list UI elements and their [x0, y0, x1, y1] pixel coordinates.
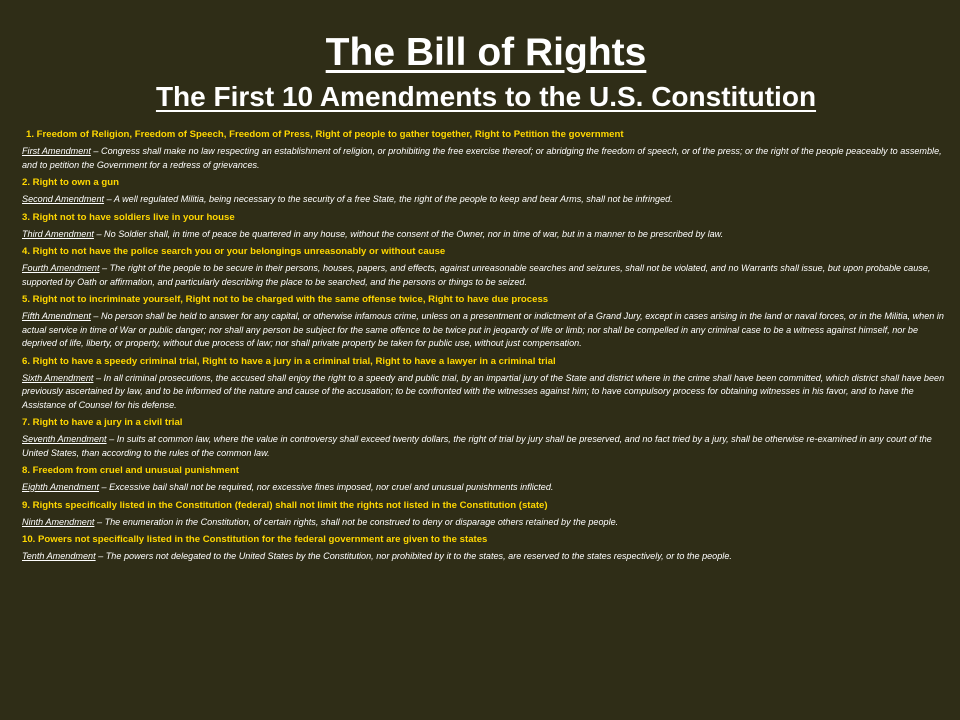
amendment-name: Fifth Amendment [22, 311, 91, 321]
amendment-item [22, 499, 950, 530]
amendment-item [22, 128, 950, 172]
amendment-item [22, 211, 950, 242]
amendment-body: – In suits at common law, where the value in controversy shall exceed twenty dollars, the right of trial by jury shall be preserved, and no fact tried by a jury, shall be otherwise re-examined in any court of the United States, than according to the rules of the common law. [22, 434, 932, 458]
amendment-body: – The enumeration in the Constitution, of certain rights, shall not be construed to deny or disparage others retained by the people. [94, 516, 619, 527]
amendment-body: – Congress shall make no law respecting an establishment of religion, or prohibiting the free exercise thereof; or abridging the freedom of speech, or of the press; or the right of the people peaceably to assemble, and to petition the Government for a redress of grievances. [22, 146, 942, 170]
amendment-item [22, 293, 950, 351]
amendment-body: – The powers not delegated to the United States by the Constitution, nor prohibited by it to the states, are reserved to the states respectively, or to the people. [95, 551, 732, 561]
slide-subtitle: The First 10 Amendments to the U.S. Constitution [155, 81, 817, 112]
amendment-heading: 2. Right to own a gun [22, 177, 119, 188]
amendments-list [22, 128, 950, 564]
amendment-name: Sixth Amendment [22, 372, 94, 383]
amendment-name: Eighth Amendment [22, 482, 100, 492]
amendment-heading: 3. Right not to have soldiers live in your house [22, 211, 235, 223]
amendment-item [22, 416, 950, 460]
amendment-name: Ninth Amendment [22, 516, 95, 527]
slide-title: The Bill of Rights [325, 31, 647, 74]
amendment-name: First Amendment [22, 146, 91, 156]
amendment-text [22, 262, 950, 289]
amendment-heading: 4. Right to not have the police search you or your belongings unreasonably or without cause [22, 246, 446, 257]
amendment-heading: 7. Right to have a jury in a civil trial [22, 417, 183, 428]
amendment-text [22, 372, 950, 413]
amendment-name: Fourth Amendment [22, 263, 100, 273]
amendment-heading: 1. Freedom of Religion, Freedom of Speech, Freedom of Press, Right of people to gather together, Right to Petition the government [26, 129, 624, 140]
amendment-item [22, 533, 950, 564]
amendment-text [22, 228, 950, 242]
amendment-item [22, 355, 950, 413]
amendment-body: – Excessive bail shall not be required, nor excessive fines imposed, nor cruel and unusual punishments inflicted. [99, 482, 554, 492]
amendment-body: – A well regulated Militia, being necessary to the security of a free State, the right of the people to keep and bear Arms, shall not be infringed. [104, 194, 673, 204]
amendment-item [22, 176, 950, 207]
amendment-text [22, 145, 950, 172]
amendment-text [22, 310, 950, 351]
amendment-body: – The right of the people to be secure in their persons, houses, papers, and effects, against unreasonable searches and seizures, shall not be violated, and no Warrants shall issue, but upon probable cause, supported by Oath or affirmation, and particularly describing the place to be searched, and the persons or things to be seized. [22, 263, 931, 287]
amendment-heading: 5. Right not to incriminate yourself, Right not to be charged with the same offense twice, Right to have due process [22, 294, 549, 305]
amendment-body: – No Soldier shall, in time of peace be quartered in any house, without the consent of the Owner, nor in time of war, but in a manner to be prescribed by law. [93, 228, 724, 239]
amendment-name: Second Amendment [22, 194, 105, 204]
amendment-body: – No person shall be held to answer for any capital, or otherwise infamous crime, unless on a presentment or indictment of a Grand Jury, except in cases arising in the land or naval forces, or in the Militia, when in actual service in time of War or public danger; nor shall any person be subject for the same offence to be twice put in jeopardy of life or limb; nor shall be compelled in any criminal case to be a witness against himself, nor be deprived of life, liberty, or property, without due process of law; nor shall private property be taken for public use, without just compensation. [22, 311, 944, 348]
amendment-item [22, 245, 950, 289]
amendment-text [22, 516, 950, 530]
amendment-heading: 10. Powers not specifically listed in the Constitution for the federal government are given to the states [22, 534, 488, 545]
amendment-heading: 6. Right to have a speedy criminal trial, Right to have a jury in a criminal trial, Right to have a lawyer in a criminal trial [22, 355, 556, 367]
amendment-text [22, 433, 950, 460]
amendment-name: Seventh Amendment [22, 434, 107, 444]
amendment-heading: 9. Rights specifically listed in the Constitution (federal) shall not limit the rights not listed in the Constitution (state) [22, 499, 548, 511]
amendment-text [22, 481, 950, 495]
amendment-name: Tenth Amendment [22, 551, 96, 561]
amendment-text [22, 193, 950, 207]
amendment-text [22, 550, 950, 564]
amendment-name: Third Amendment [22, 228, 94, 239]
amendment-item [22, 464, 950, 495]
amendment-heading: 8. Freedom from cruel and unusual punishment [22, 465, 239, 476]
amendment-body: – In all criminal prosecutions, the accused shall enjoy the right to a speedy and public trial, by an impartial jury of the State and district where in the crime shall have been committed, which district shall have been previously ascertained by law, and to be informed of the nature and cause of the accusation; to be confronted with the witnesses against him; to have compulsory process for obtaining witnesses in his favor, and to have the Assistance of Counsel for his defense. [22, 372, 945, 410]
